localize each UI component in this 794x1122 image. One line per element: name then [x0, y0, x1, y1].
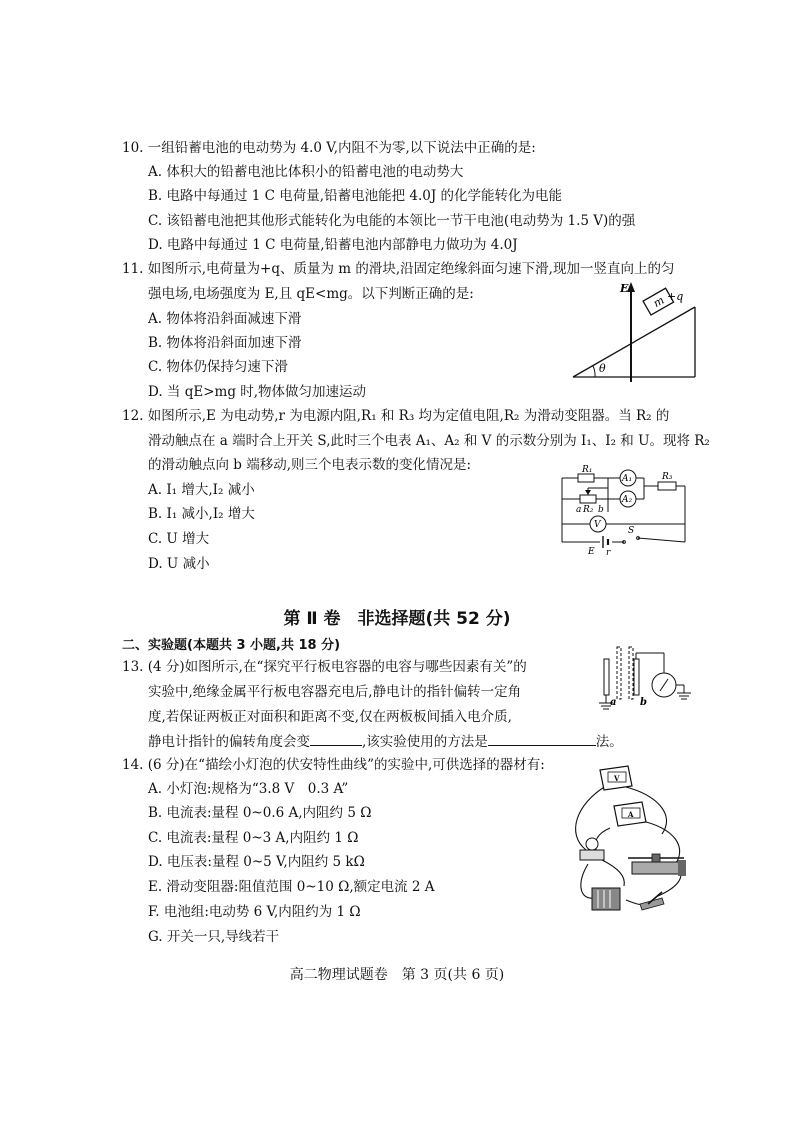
q10-option-b: B. 电路中每通过 1 C 电荷量,铅蓄电池能把 4.0J 的化学能转化为电能 [148, 188, 563, 204]
switch-label: S [628, 526, 635, 536]
apparatus-figure [566, 764, 702, 924]
q11-option-d: D. 当 qE>mg 时,物体做匀加速运动 [148, 384, 367, 400]
q14-option-a: A. 小灯泡:规格为“3.8 V 0.3 A” [148, 781, 349, 797]
ammeter-device [614, 802, 646, 826]
q11-option-c: C. 物体仍保持匀速下滑 [148, 359, 288, 375]
q11-option-b: B. 物体将沿斜面加速下滑 [148, 335, 302, 351]
q13-line4 [148, 732, 623, 751]
part2-title: 第 Ⅱ 卷 非选择题(共 52 分) [283, 609, 511, 629]
capacitor-figure [590, 643, 698, 715]
q13-line3: 度,若保证两板正对面积和距离不变,仅在两板板间插入电介质, [148, 709, 512, 725]
q12-option-b: B. I₁ 减小,I₂ 增大 [148, 506, 255, 522]
q11-option-a: A. 物体将沿斜面减速下滑 [148, 311, 302, 327]
q10-option-c: C. 该铅蓄电池把其他形式能转化为电能的本领比一节干电池(电动势为 1.5 V)的强 [148, 213, 636, 229]
q11-stem-line1: 11. 如图所示,电荷量为+q、质量为 m 的滑块,沿固定绝缘斜面匀速下滑,现加一竖直向上的匀 [122, 261, 675, 277]
mass-label: m [650, 293, 667, 311]
r3-label: R₃ [662, 472, 673, 482]
rheostat-device [628, 854, 686, 876]
q13-line4-part1: 静电计指针的偏转角度会变 [148, 734, 310, 750]
q12-stem-line2: 滑动触点在 a 端时合上开关 S,此时三个电表 A₁、A₂ 和 V 的示数分别为 I₁、I₂ 和 U。现将 R₂ [148, 433, 710, 449]
battery-device [592, 888, 620, 910]
answer-blank-1[interactable] [310, 732, 362, 746]
field-label: E [620, 282, 629, 295]
q12-stem-line1: 12. 如图所示,E 为电动势,r 为电源内阻,R₁ 和 R₃ 均为定值电阻,R₂ 为滑动变阻器。当 R₂ 的 [122, 408, 670, 424]
voltmeter-device-label: V [614, 774, 620, 783]
q13-line4-part3: 法。 [595, 734, 623, 750]
q12-option-c: C. U 增大 [148, 531, 210, 547]
q12-stem-line3: 的滑动触点向 b 端移动,则三个电表示数的变化情况是: [148, 457, 472, 473]
q14-option-d: D. 电压表:量程 0~5 V,内阻约 5 kΩ [148, 854, 365, 870]
q10-stem: 10. 一组铅蓄电池的电动势为 4.0 V,内阻不为零,以下说法中正确的是: [122, 140, 536, 156]
ammeter-a2-label: A₂ [622, 495, 633, 505]
r2-end-a-label: a [576, 505, 582, 515]
ammeter-a1-label: A₁ [622, 474, 633, 484]
voltmeter-device [600, 766, 632, 790]
section-heading-experiments: 二、实验题(本题共 3 小题,共 18 分) [122, 638, 341, 653]
q10-option-d: D. 电路中每通过 1 C 电荷量,铅蓄电池内部静电力做功为 4.0J [148, 237, 518, 253]
answer-blank-2[interactable] [488, 732, 596, 746]
ammeter-device-label: A [628, 810, 634, 819]
q14-option-e: E. 滑动变阻器:阻值范围 0~10 Ω,额定电流 2 A [148, 879, 435, 895]
internal-resistance-label: r [606, 548, 611, 558]
q12-option-a: A. I₁ 增大,I₂ 减小 [148, 482, 255, 498]
r2-label: R₂ [583, 505, 594, 515]
voltmeter-label: V [594, 520, 601, 530]
plate-b-label: b [640, 697, 647, 708]
r2-end-b-label: b [598, 505, 604, 515]
lamp-device [580, 838, 604, 860]
q13-line2: 实验中,绝缘金属平行板电容器充电后,静电计的指针偏转一定角 [148, 684, 522, 700]
incline-figure [565, 280, 700, 382]
q10-option-a: A. 体积大的铅蓄电池比体积小的铅蓄电池的电动势大 [148, 164, 464, 180]
page-footer: 高二物理试题卷 第 3 页(共 6 页) [289, 967, 505, 983]
q14-stem: 14. (6 分)在“描绘小灯泡的伏安特性曲线”的实验中,可供选择的器材有: [122, 757, 545, 773]
emf-label: E [588, 547, 595, 557]
q12-option-d: D. U 减小 [148, 556, 210, 572]
q14-option-b: B. 电流表:量程 0~0.6 A,内阻约 5 Ω [148, 805, 372, 821]
charge-label: +q [667, 290, 684, 303]
angle-label: θ [599, 362, 606, 375]
circuit-figure [558, 466, 690, 556]
q14-option-f: F. 电池组:电动势 6 V,内阻约为 1 Ω [148, 904, 361, 920]
q11-stem-line2: 强电场,电场强度为 E,且 qE<mg。以下判断正确的是: [148, 286, 474, 302]
q14-option-g: G. 开关一只,导线若干 [148, 929, 280, 945]
q14-option-c: C. 电流表:量程 0~3 A,内阻约 1 Ω [148, 830, 359, 846]
q13-line1: 13. (4 分)如图所示,在“探究平行板电容器的电容与哪些因素有关”的 [122, 659, 527, 675]
r1-label: R₁ [582, 465, 593, 475]
q13-line4-part2: ,该实验使用的方法是 [362, 734, 488, 750]
plate-a-label: a [610, 697, 617, 708]
